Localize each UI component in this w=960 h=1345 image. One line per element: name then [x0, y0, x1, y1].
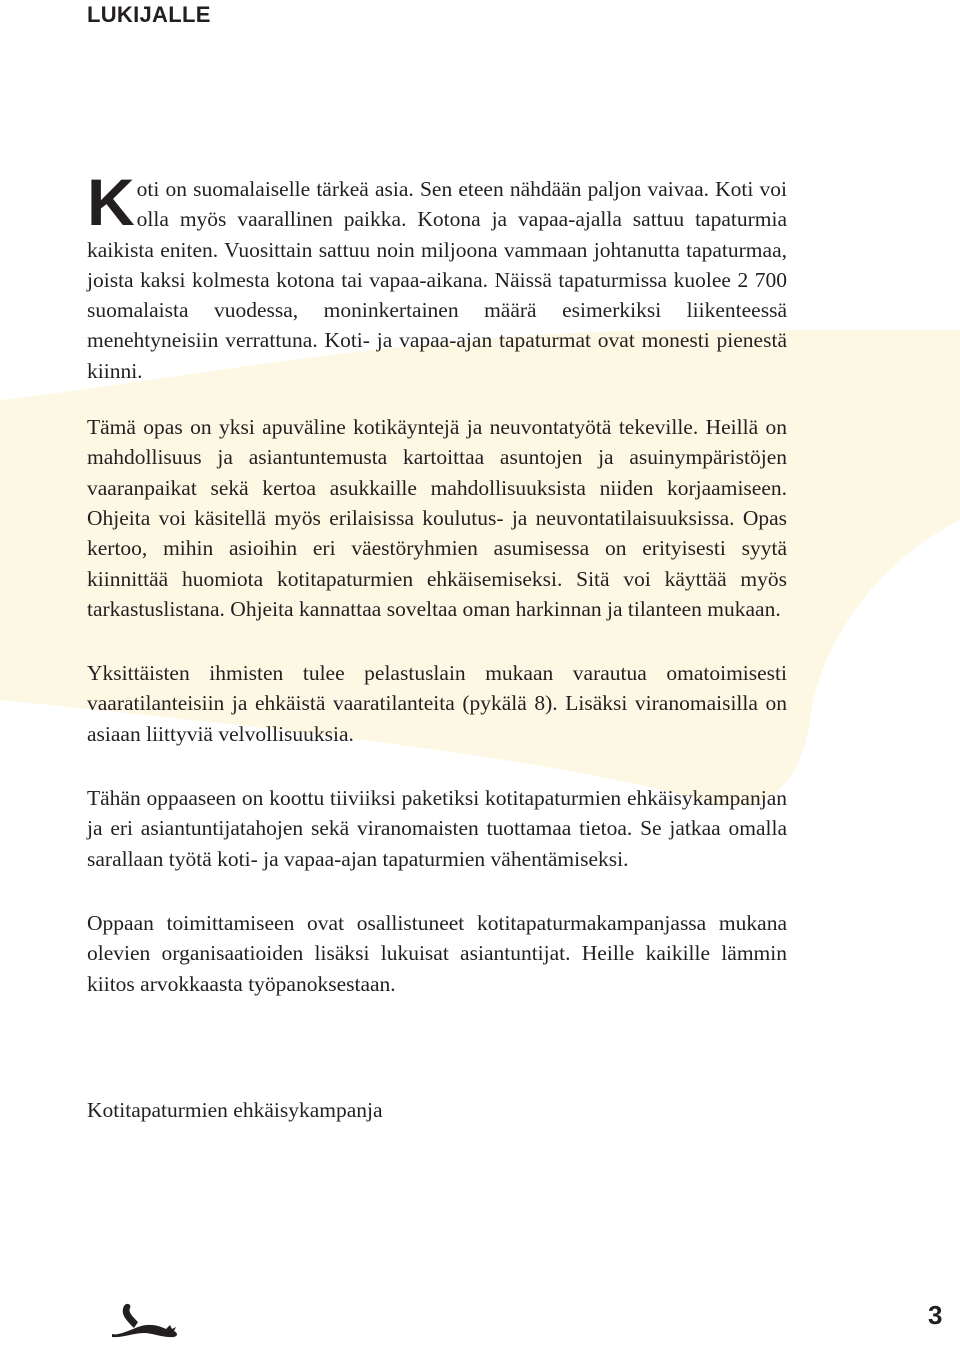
paragraph-contents: Tähän oppaaseen on koottu tiiviiksi paketiksi kotitapaturmien ehkäisykampanjan ja eri asiantuntijatahojen sekä viranomaisten tuottamaa tietoa. Se jatkaa omalla sarallaan työtä koti- ja vapaa-ajan tapaturmien vähentämiseksi.: [87, 786, 787, 871]
page-title: LUKIJALLE: [87, 2, 211, 27]
cat-icon: [108, 1300, 184, 1345]
page-number: 3: [928, 1300, 943, 1330]
paragraph-intro-text: oti on suomalaiselle tärkeä asia. Sen eteen nähdään paljon vaivaa. Koti voi olla myös vaarallinen paikka. Kotona ja vapaa-ajalla sattuu tapaturmia kaikista eniten. Vuosittain sattuu noin miljoona vammaan johtanutta tapaturmaa, joista kaksi kolmesta kotona tai vapaa-aikana. Näissä tapaturmissa kuolee 2 700 suomalaista vuodessa, moninkertainen määrä esimerkiksi liikenteessä menehtyneisiin verrattuna. Koti- ja vapaa-ajan tapaturmat ovat monesti pienestä kiinni.: [87, 177, 787, 383]
paragraph-purpose: Tämä opas on yksi apuväline kotikäyntejä ja neuvontatyötä tekeville. Heillä on mahdollisuus ja asiantuntemusta kartoittaa asuntojen ja asuinympäristöjen vaaranpaikat sekä kertoa asukkaille mahdollisuuksista niiden korjaamiseen. Ohjeita voi käsitellä myös erilaisissa koulutus- ja neuvontatilaisuuksissa. Opas kertoo, mihin asioihin eri väestöryhmien asumisessa on erityisesti syytä kiinnittää huomiota kotitapaturmien ehkäisemiseksi. Sitä voi käyttää myös tarkastuslistana. Ohjeita kannattaa soveltaa oman harkinnan ja tilanteen mukaan.: [87, 415, 787, 621]
body-text: [87, 165, 787, 1025]
paragraph-thanks: Oppaan toimittamiseen ovat osallistuneet kotitapaturmakampanjassa mukana olevien organisaatioiden lisäksi lukuisat asiantuntijat. Heille kaikille lämmin kiitos arvokkaasta työpanoksestaan.: [87, 910, 787, 996]
signature: Kotitapaturmien ehkäisykampanja: [87, 1098, 383, 1122]
drop-cap: K: [87, 165, 135, 239]
paragraph-legislation: Yksittäisten ihmisten tulee pelastuslain mukaan varautua omatoimisesti vaaratilanteisiin ja ehkäistä vaaratilanteita (pykälä 8). Lisäksi viranomaisilla on asiaan liittyviä velvollisuuksia.: [87, 661, 787, 746]
paragraph-intro: [87, 165, 787, 386]
